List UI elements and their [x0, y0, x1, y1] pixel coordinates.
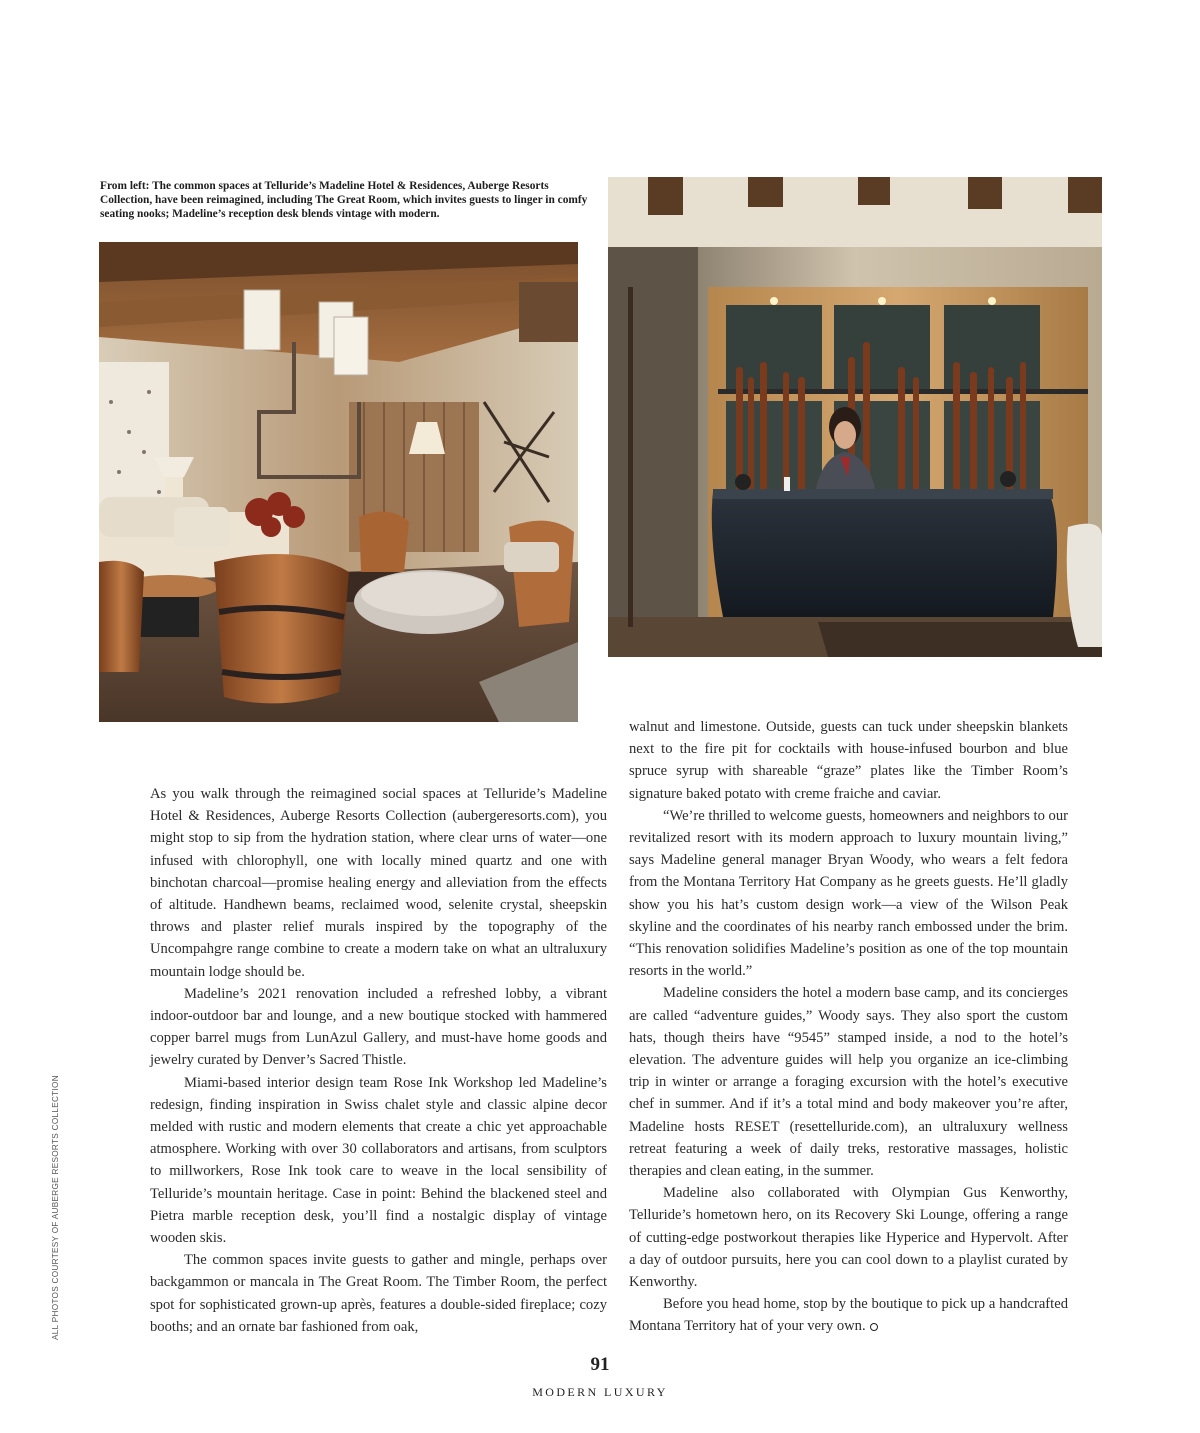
- article-column-left: [150, 783, 607, 1338]
- reception-desk-photo: [608, 177, 1102, 657]
- article-paragraph: “We’re thrilled to welcome guests, homeowners and neighbors to our revitalized resort with its modern approach to luxury mountain living,” says Madeline general manager Bryan Woody, who wears a felt fedora from the Montana Territory Hat Company as he greets guests. He’ll gladly show you his hat’s custom design work—a view of the Wilson Peak skyline and the coordinates of his nearby ranch embossed under the brim. “This renovation solidifies Madeline’s position as one of the top mountain resorts in the world.”: [629, 807, 1068, 980]
- final-paragraph-text: Before you head home, stop by the boutique to pick up a handcrafted Montana Territory hat of your very own.: [629, 1296, 1068, 1335]
- article-paragraph: Madeline also collaborated with Olympian Gus Kenworthy, Telluride’s hometown hero, on its Recovery Ski Lounge, offering a range of cutting-edge postworkout therapies like Hyperice and Hypervolt. After a day of outdoor pursuits, here you can cool down to a playlist curated by Kenworthy.: [629, 1185, 1068, 1291]
- article-paragraph: walnut and limestone. Outside, guests can tuck under sheepskin blankets next to the fire pit for cocktails with house-infused bourbon and blue spruce syrup with shareable “graze” plates like the Timber Room’s signature baked potato with creme fraiche and caviar.: [629, 719, 1068, 802]
- great-room-photo: [99, 242, 578, 722]
- end-mark-icon: [870, 1323, 878, 1331]
- article-paragraph-final: [629, 1293, 1068, 1337]
- article-paragraph: Miami-based interior design team Rose Ink Workshop led Madeline’s redesign, finding inspiration in Swiss chalet style and classic alpine decor melded with rustic and modern elements that create a chic yet approachable atmosphere. Working with over 30 collaborators and artisans, from sculptors to millworkers, Rose Ink took care to weave in the local sensibility of Telluride’s mountain heritage. Case in point: Behind the blackened steel and Pietra marble reception desk, you’ll find a nostalgic display of vintage wooden skis.: [150, 1074, 607, 1247]
- photo-credit: ALL PHOTOS COURTESY OF AUBERGE RESORTS COLLECTION: [51, 1075, 60, 1340]
- article-paragraph: The common spaces invite guests to gather and mingle, perhaps over backgammon or mancala in The Great Room. The Timber Room, the perfect spot for sophisticated grown-up après, features a double-sided fireplace; cozy booths; and an ornate bar fashioned from oak,: [150, 1252, 607, 1335]
- article-paragraph: As you walk through the reimagined social spaces at Telluride’s Madeline Hotel & Residences, Auberge Resorts Collection (aubergeresorts.com), you might stop to sip from the hydration station, where clear urns of water—one infused with chlorophyll, one with locally mined quartz and one with binchotan charcoal—promise healing energy and alleviation from the effects of altitude. Handhewn beams, reclaimed wood, selenite crystal, sheepskin throws and plaster relief murals inspired by the topography of the Uncompahgre range combine to create a modern take on what an ultraluxury mountain lodge should be.: [150, 786, 607, 980]
- photo-caption: From left: The common spaces at Telluride’s Madeline Hotel & Residences, Auberge Resorts Collection, have been reimagined, including The Great Room, which invites guests to linger in comfy seating nooks; Madeline’s reception desk blends vintage with modern.: [100, 180, 588, 220]
- article-paragraph: Madeline considers the hotel a modern base camp, and its concierges are called “adventure guides,” Woody says. They also sport the custom hats, though theirs have “9545” stamped inside, a nod to the hotel’s elevation. The adventure guides will help you organize an ice-climbing trip in winter or arrange a foraging excursion with the hotel’s executive chef in summer. And if it’s a total mind and body makeover you’re after, Madeline hosts RESET (resettelluride.com), an ultraluxury wellness retreat featuring a week of daily treks, restorative massages, holistic therapies and clean eating, in the summer.: [629, 985, 1068, 1180]
- article-column-right: [629, 716, 1068, 1338]
- magazine-name: MODERN LUXURY: [532, 1385, 668, 1399]
- page-number: 91: [590, 1354, 610, 1375]
- article-paragraph: Madeline’s 2021 renovation included a refreshed lobby, a vibrant indoor-outdoor bar and lounge, and a new boutique stocked with hammered copper barrel mugs from LunAzul Gallery, and must-have home goods and jewelry curated by Denver’s Sacred Thistle.: [150, 985, 607, 1069]
